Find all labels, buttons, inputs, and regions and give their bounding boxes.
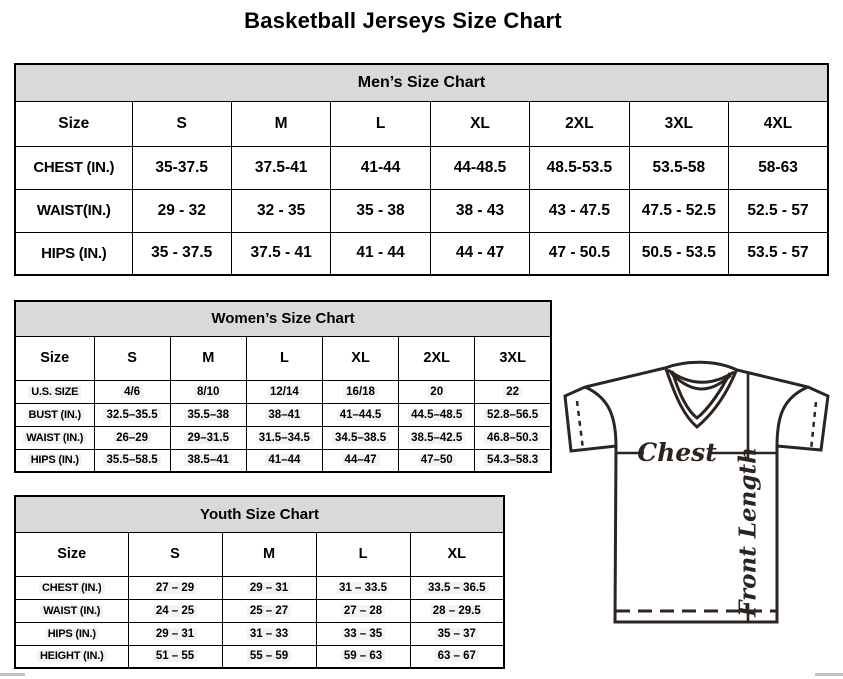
size-range-value: 29 – 31: [222, 576, 316, 599]
measurement-row-label: WAIST (IN.): [15, 426, 94, 449]
size-column-header: S: [128, 532, 222, 576]
size-range-value: 35.5–58.5: [94, 449, 170, 472]
jersey-diagram-drawing: [558, 360, 843, 626]
measurement-row-label: HIPS (IN.): [15, 449, 94, 472]
size-range-value: 47–50: [399, 449, 475, 472]
size-range-value: 52.5 - 57: [729, 189, 828, 232]
size-range-value: 37.5-41: [231, 146, 330, 189]
size-range-value: 29–31.5: [170, 426, 246, 449]
chest-label: Chest: [637, 438, 717, 467]
measurement-row-label: HIPS (IN.): [15, 232, 132, 275]
youth-table: [14, 495, 505, 669]
size-range-value: 33 – 35: [316, 622, 410, 645]
measurement-row-label: CHEST (IN.): [15, 576, 128, 599]
size-column-header: S: [94, 336, 170, 380]
size-range-value: 44 - 47: [430, 232, 529, 275]
size-range-value: 38.5–42.5: [399, 426, 475, 449]
size-range-value: 32 - 35: [231, 189, 330, 232]
size-range-value: 55 – 59: [222, 645, 316, 668]
table-title-band: Youth Size Chart: [15, 496, 504, 532]
size-range-value: 58-63: [729, 146, 828, 189]
size-range-value: 44-48.5: [430, 146, 529, 189]
size-range-value: 44–47: [322, 449, 398, 472]
mens-table: [14, 63, 829, 276]
size-column-header: Size: [15, 101, 132, 146]
measurement-row-label: WAIST (IN.): [15, 599, 128, 622]
size-range-value: 48.5-53.5: [530, 146, 629, 189]
size-range-value: 35.5–38: [170, 403, 246, 426]
table-title-band: Men’s Size Chart: [15, 64, 828, 101]
size-range-value: 27 – 29: [128, 576, 222, 599]
measurement-row-label: U.S. SIZE: [15, 380, 94, 403]
mens-size-chart-table: [14, 63, 829, 276]
size-range-value: 53.5-58: [629, 146, 728, 189]
size-column-header: S: [132, 101, 231, 146]
size-column-header: L: [316, 532, 410, 576]
size-range-value: 52.8–56.5: [475, 403, 551, 426]
size-range-value: 31.5–34.5: [246, 426, 322, 449]
size-column-header: 3XL: [475, 336, 551, 380]
size-column-header: 2XL: [530, 101, 629, 146]
womens-table: [14, 300, 552, 473]
measurement-row-label: CHEST (IN.): [15, 146, 132, 189]
size-range-value: 29 – 31: [128, 622, 222, 645]
size-column-header: Size: [15, 532, 128, 576]
size-range-value: 26–29: [94, 426, 170, 449]
size-range-value: 32.5–35.5: [94, 403, 170, 426]
size-range-value: 53.5 - 57: [729, 232, 828, 275]
size-range-value: 12/14: [246, 380, 322, 403]
table-title-band: Women’s Size Chart: [15, 301, 551, 336]
size-range-value: 41–44.5: [322, 403, 398, 426]
size-column-header: L: [331, 101, 430, 146]
measurement-row-label: HIPS (IN.): [15, 622, 128, 645]
size-range-value: 50.5 - 53.5: [629, 232, 728, 275]
size-range-value: 35 – 37: [410, 622, 504, 645]
size-range-value: 16/18: [322, 380, 398, 403]
size-range-value: 47 - 50.5: [530, 232, 629, 275]
size-range-value: 35 - 38: [331, 189, 430, 232]
size-column-header: Size: [15, 336, 94, 380]
size-range-value: 24 – 25: [128, 599, 222, 622]
size-column-header: 2XL: [399, 336, 475, 380]
size-column-header: M: [170, 336, 246, 380]
size-range-value: 51 – 55: [128, 645, 222, 668]
size-column-header: 4XL: [729, 101, 828, 146]
size-range-value: 28 – 29.5: [410, 599, 504, 622]
size-range-value: 33.5 – 36.5: [410, 576, 504, 599]
page-title: Basketball Jerseys Size Chart: [244, 8, 562, 33]
size-range-value: 4/6: [94, 380, 170, 403]
horizontal-scrollbar-left-fragment[interactable]: [0, 673, 25, 676]
size-range-value: 59 – 63: [316, 645, 410, 668]
size-range-value: 35-37.5: [132, 146, 231, 189]
size-range-value: 41 - 44: [331, 232, 430, 275]
horizontal-scrollbar-right-fragment[interactable]: [815, 673, 843, 676]
size-column-header: XL: [430, 101, 529, 146]
size-column-header: XL: [322, 336, 398, 380]
size-range-value: 27 – 28: [316, 599, 410, 622]
size-column-header: 3XL: [629, 101, 728, 146]
size-range-value: 31 – 33.5: [316, 576, 410, 599]
size-range-value: 63 – 67: [410, 645, 504, 668]
measurement-row-label: WAIST(IN.): [15, 189, 132, 232]
size-range-value: 43 - 47.5: [530, 189, 629, 232]
size-range-value: 34.5–38.5: [322, 426, 398, 449]
size-range-value: 46.8–50.3: [475, 426, 551, 449]
size-range-value: 44.5–48.5: [399, 403, 475, 426]
size-range-value: 29 - 32: [132, 189, 231, 232]
size-range-value: 37.5 - 41: [231, 232, 330, 275]
size-range-value: 38 - 43: [430, 189, 529, 232]
size-range-value: 22: [475, 380, 551, 403]
womens-size-chart-table: [14, 300, 552, 473]
size-range-value: 47.5 - 52.5: [629, 189, 728, 232]
size-range-value: 38.5–41: [170, 449, 246, 472]
size-range-value: 35 - 37.5: [132, 232, 231, 275]
size-column-header: M: [222, 532, 316, 576]
youth-size-chart-table: [14, 495, 505, 669]
size-column-header: XL: [410, 532, 504, 576]
size-range-value: 41–44: [246, 449, 322, 472]
measurement-row-label: BUST (IN.): [15, 403, 94, 426]
front-length-label: Front Length: [734, 447, 762, 617]
size-range-value: 25 – 27: [222, 599, 316, 622]
size-range-value: 20: [399, 380, 475, 403]
size-range-value: 54.3–58.3: [475, 449, 551, 472]
jersey-measurement-diagram: [558, 360, 843, 626]
measurement-row-label: HEIGHT (IN.): [15, 645, 128, 668]
size-range-value: 41-44: [331, 146, 430, 189]
size-column-header: M: [231, 101, 330, 146]
size-range-value: 8/10: [170, 380, 246, 403]
size-range-value: 38–41: [246, 403, 322, 426]
size-column-header: L: [246, 336, 322, 380]
size-range-value: 31 – 33: [222, 622, 316, 645]
